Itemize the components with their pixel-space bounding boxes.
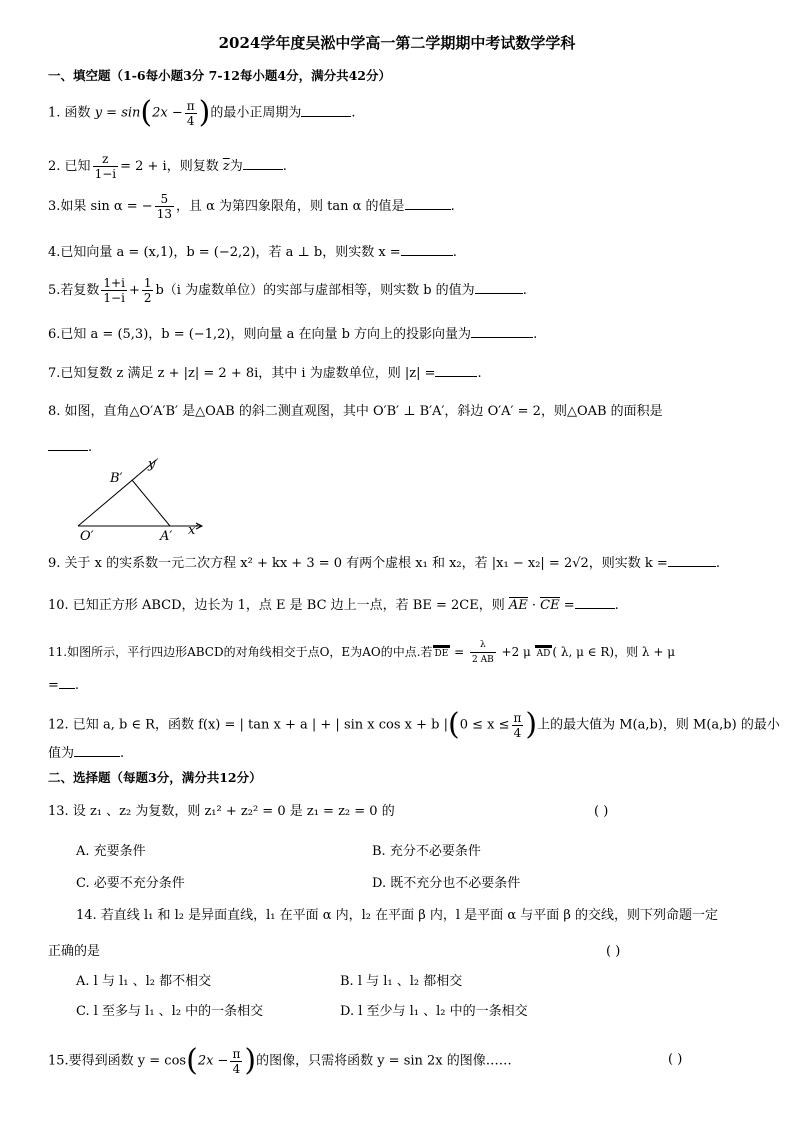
answer-blank[interactable] [301,104,351,117]
label-o: O′ [80,529,94,544]
question-8: 8. 如图，直角△O′A′B′ 是△OAB 的斜二测直观图，其中 O′B′ ⊥ B′A′，斜边 O′A′ = 2，则△OAB 的面积是 [48,404,663,419]
question-6: 6.已知 a = (5,3)，b = (−1,2)，则向量 a 在向量 b 方向上的投影向量为 . [48,327,538,342]
answer-blank[interactable] [575,596,615,609]
answer-blank[interactable] [74,744,120,757]
question-1: 1. 函数 y = sin(2x − $\frac{\pi}{4}$ )的最小正周期为 . [48,95,356,130]
question-3: 3.如果 sin α = − $\frac{5}{13}$ ，且 α 为第四象限角，则 tan α 的值是 . [48,192,455,221]
question-11-blank-line: = . [48,678,80,693]
answer-blank[interactable] [401,243,453,256]
label-x: x′ [188,523,199,538]
question-4: 4.已知向量 a = (x,1)，b = (−2,2)，若 a ⊥ b，则实数 x = . [48,245,457,260]
answer-blank[interactable] [59,676,75,689]
section-fill-in-heading: 一、填空题（1-6每小题3分 7-12每小题4分，满分共42分） [48,68,392,83]
option-14-a[interactable]: A. l 与 l₁ 、l₂ 都不相交 [76,974,212,989]
answer-blank[interactable] [668,554,716,567]
question-11: 11.如图所示，平行四边形ABCD的对角线相交于点O，E为AO的中点.若 DE = $\frac{\lambda}{2 AB}$ +2 μ AD ( λ, μ ∈ R)，则 λ + μ [48,640,676,665]
question-7: 7.已知复数 z 满足 z + |z| = 2 + 8i，其中 i 为虚数单位，则 |z| = . [48,366,482,381]
answer-paren-15[interactable]: ( ) [668,1052,683,1067]
answer-paren-13[interactable]: ( ) [594,804,609,819]
question-9: 9. 关于 x 的实系数一元二次方程 x² + kx + 3 = 0 有两个虚根 x₁ 和 x₂，若 |x₁ − x₂| = 2√2，则实数 k = . [48,556,720,571]
question-10: 10. 已知正方形 ABCD，边长为 1，点 E 是 BC 边上一点，若 BE = 2CE，则 AE · CE = . [48,598,619,613]
answer-paren-14[interactable]: ( ) [606,944,621,959]
exam-title: 2024学年度吴淞中学高一第二学期期中考试数学学科 [218,34,576,52]
answer-blank[interactable] [475,281,523,294]
option-14-c[interactable]: C. l 至多与 l₁ 、l₂ 中的一条相交 [76,1004,264,1019]
label-a: A′ [160,529,173,544]
question-15: 15.要得到函数 y = cos(2x − $\frac{\pi}{4}$ )的图像，只需将函数 y = sin 2x 的图像…… [48,1043,512,1078]
question-12: 12. 已知 a, b ∈ R，函数 f(x) = | tan x + a | + | sin x cos x + b |(0 ≤ x ≤ $\frac{\pi}{4}$ )上的最大值为 M(a,b)，则 M(a,b) 的最小 [48,707,780,742]
label-y: y′ [148,457,159,472]
option-14-b[interactable]: B. l 与 l₁ 、l₂ 都相交 [340,974,463,989]
question-5: 5.若复数 $\frac{1+i}{1-i}$ + $\frac{1}{2}$ b（i 为虚数单位）的实部与虚部相等，则实数 b 的值为 . [48,276,527,305]
option-13-a[interactable]: A. 充要条件 [76,844,146,859]
question-8-blank-line: . [48,438,92,456]
y-axis-line [78,460,156,526]
oblique-triangle-figure [60,452,220,544]
answer-blank[interactable] [48,438,88,451]
question-14: 14. 若直线 l₁ 和 l₂ 是异面直线，l₁ 在平面 α 内，l₂ 在平面 β 内，l 是平面 α 与平面 β 的交线，则下列命题一定 [76,908,719,923]
option-13-b[interactable]: B. 充分不必要条件 [372,844,481,859]
answer-blank[interactable] [243,157,283,170]
option-13-c[interactable]: C. 必要不充分条件 [76,876,185,891]
option-14-d[interactable]: D. l 至少与 l₁ 、l₂ 中的一条相交 [340,1004,528,1019]
question-14-line2: 正确的是 [48,944,101,959]
label-b: B′ [110,471,123,486]
answer-blank[interactable] [405,197,451,210]
section-choice-heading: 二、选择题（每题3分，满分共12分） [48,770,262,785]
question-12-blank-line: 值为 . [48,746,125,761]
option-13-d[interactable]: D. 既不充分也不必要条件 [372,876,521,891]
answer-blank[interactable] [471,325,533,338]
triangle-edge [132,480,170,526]
answer-blank[interactable] [435,364,477,377]
question-13: 13. 设 z₁ 、z₂ 为复数，则 z₁² + z₂² = 0 是 z₁ = z₂ = 0 的 [48,804,395,819]
question-2: 2. 已知 $\frac{z}{1-i}$ = 2 + i，则复数 $\overline{z}$为 . [48,152,287,181]
